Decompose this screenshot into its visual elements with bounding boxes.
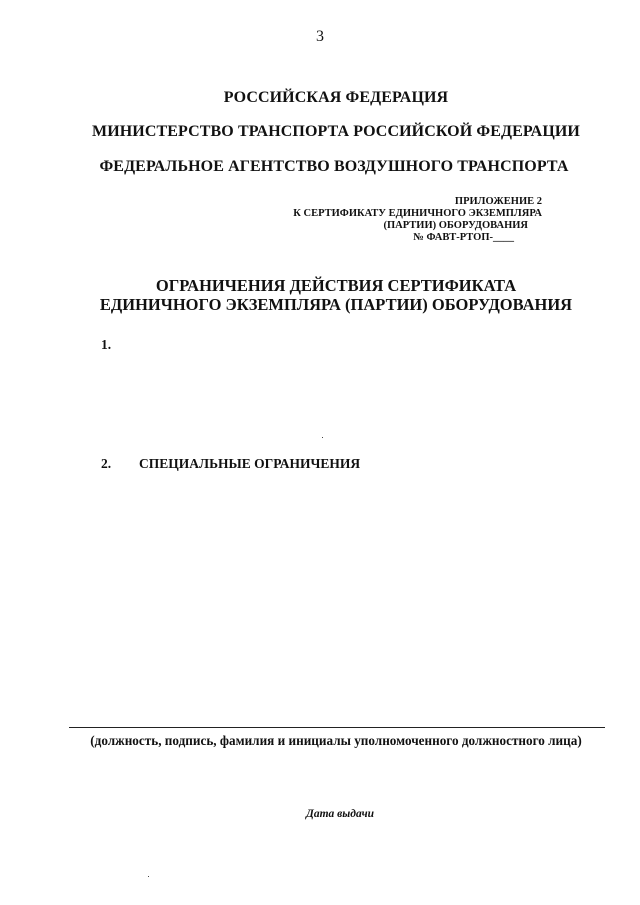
restrictions-title xyxy=(0,276,640,314)
signature-line xyxy=(69,727,605,728)
appendix-line-3: (ПАРТИИ) ОБОРУДОВАНИЯ xyxy=(383,220,528,231)
country-heading: РОССИЙСКАЯ ФЕДЕРАЦИЯ xyxy=(223,89,449,106)
appendix-line-4: № ФАВТ-РТОП-____ xyxy=(413,232,514,243)
item-2-label: СПЕЦИАЛЬНЫЕ ОГРАНИЧЕНИЯ xyxy=(139,456,361,471)
restrictions-title-line-1: ОГРАНИЧЕНИЯ ДЕЙСТВИЯ СЕРТИФИКАТА xyxy=(155,276,517,295)
scan-speck xyxy=(322,437,323,438)
appendix-line-1: ПРИЛОЖЕНИЕ 2 xyxy=(454,196,542,207)
restrictions-title-line-2: ЕДИНИЧНОГО ЭКЗЕМПЛЯРА (ПАРТИИ) ОБОРУДОВАНИЯ xyxy=(99,295,573,314)
appendix-line-2: К СЕРТИФИКАТУ ЕДИНИЧНОГО ЭКЗЕМПЛЯРА xyxy=(293,208,542,219)
issue-date-label: Дата выдачи xyxy=(305,808,375,820)
item-2-number: 2. xyxy=(101,456,112,471)
appendix-reference xyxy=(222,196,542,244)
page-number: 3 xyxy=(316,28,324,45)
scan-speck xyxy=(148,876,149,877)
item-1-number: 1. xyxy=(101,337,112,352)
agency-heading: ФЕДЕРАЛЬНОЕ АГЕНТСТВО ВОЗДУШНОГО ТРАНСПОРТА xyxy=(99,158,569,175)
signature-caption: (должность, подпись, фамилия и инициалы уполномоченного должностного лица) xyxy=(90,733,582,748)
ministry-heading: МИНИСТЕРСТВО ТРАНСПОРТА РОССИЙСКОЙ ФЕДЕРАЦИИ xyxy=(92,123,580,140)
